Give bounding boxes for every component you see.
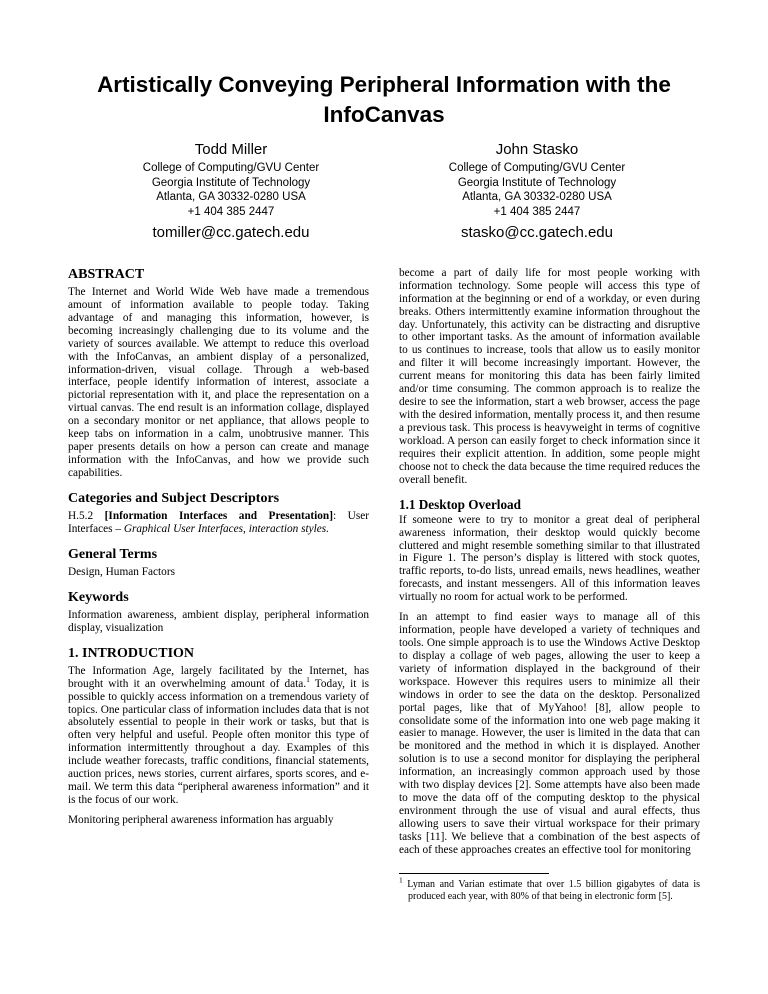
author-affiliation-line: College of Computing/GVU Center: [448, 162, 626, 175]
footnote-block: [399, 873, 700, 903]
abstract-heading: ABSTRACT: [68, 266, 145, 282]
author-email: tomiller@cc.gatech.edu: [152, 223, 310, 241]
intro-text-after-footnote-ref: Today, it is possible to quickly access information on a tremendous variety of topics. One particular class of information includes data that is not absolutely essential to people in their work or tasks, but that is often very helpful and useful. People often monitor this type of information intermittently throughout a day. Examples of this include weather forecasts, traffic conditions, financial statements, auction prices, news stories, current airfares, sports scores, and e-mail. We term this data “peripheral awareness information” and it is the focus of our work.: [68, 677, 369, 806]
general-terms-heading: General Terms: [68, 546, 158, 562]
footnote-content: Lyman and Varian estimate that over 1.5 billion gigabytes of data is produced each year, with 80% of that being in electronic form [5].: [402, 878, 700, 902]
keywords-paragraph: Information awareness, ambient display, peripheral information display, visualization: [68, 608, 369, 634]
author-block-1: [78, 141, 384, 241]
author-affiliation-line: College of Computing/GVU Center: [142, 162, 320, 175]
continued-paragraph: become a part of daily life for most people working with information technology. Some people will access this type of information at the beginning or end of a workday, or even during breaks. Others intermittently examine information throughout the day. Unfortunately, this activity can be distracting and disruptive to other important tasks. As the amount of information available to us continues to increase, tools that allow us to easily monitor and filter it will become increasingly important. However, the current means for monitoring this data has been fairly limited and/or time consuming. The common approach is to realize the desire to see the information, start a web browser, access the page with the desired information, mentally process it, and then resume a previous task. This process is heavyweight in terms of cognitive workload. A person can easily forget to check information since it requires their explicit attention. In addition, some people might choose not to check the data because the time required reduces the overall benefit.: [399, 266, 700, 486]
categories-heading: Categories and Subject Descriptors: [68, 490, 280, 506]
footnote-text: [399, 875, 700, 903]
two-column-body: [68, 267, 700, 903]
ccs-code: H.5.2: [68, 509, 105, 522]
categories-paragraph: [68, 510, 369, 536]
author-email: stasko@cc.gatech.edu: [461, 223, 613, 241]
right-column: [399, 267, 700, 903]
abstract-paragraph: The Internet and World Wide Web have made a tremendous amount of information available to people today. Taking advantage of and managing this information, however, is becoming increasingly challenging due to its volume and the variety of sources available. We attempt to reduce this overload with the InfoCanvas, an ambient display of a personalized, information-driven, visual collage. Through a web-based interface, people identify information of interest, associate a pictorial representation with it, and place the representation on a virtual canvas. The end result is an information collage, displayed on a secondary monitor or net appliance, that allows people to keep tabs on information in a calm, unobtrusive manner. This paper presents details on how a person can create and manage information with the InfoCanvas, and how we provide such capabilities.: [68, 285, 369, 479]
intro-text-before-footnote-ref: The Information Age, largely facilitated by the Internet, has brought with it an overwhelming amount of data.: [68, 664, 369, 690]
author-phone: +1 404 385 2447: [187, 205, 275, 218]
keywords-heading: Keywords: [68, 589, 129, 605]
author-affiliation-line: Georgia Institute of Technology: [457, 176, 617, 189]
author-name: Todd Miller: [194, 141, 268, 159]
desktop-overload-paragraph-1: If someone were to try to monitor a great deal of peripheral awareness information, their desktop would quickly become cluttered and might resemble something similar to that illustrated in Figure 1. The person’s display is littered with stock quotes, traffic reports, to-do lists, unread emails, news headlines, weather forecasts, and instant messengers. All of this information leaves virtually no room for actual work to be performed.: [399, 513, 700, 604]
author-block-2: [384, 141, 690, 241]
ccs-styles: Graphical User Interfaces, interaction styles.: [123, 522, 330, 535]
footnote-marker: 1: [399, 875, 403, 885]
general-terms-paragraph: Design, Human Factors: [68, 565, 175, 578]
footnote-separator-rule: [399, 873, 549, 874]
author-affiliation-line: Georgia Institute of Technology: [151, 176, 311, 189]
desktop-overload-paragraph-2: In an attempt to find easier ways to manage all of this information, people have developed a variety of techniques and tools. One simple approach is to use the Windows Active Desktop to display a collage of web pages, allowing the user to keep a variety of information displayed in the background of their workspace. However this requires users to minimize all their windows in order to see the data on the desktop. Personalized portal pages, like that of MyYahoo! [8], allow people to consolidate some of the information into one web page making it easier to manage. However, the user is limited in the data that can be monitored and the method in which it is displayed. Another solution is to use a second monitor for displaying the peripheral information, an increasingly common approach used by those with two display devices [2]. Some attempts have also been made to move the data off of the computing desktop to the physical environment through the use of visual and aural effects, thus allowing users to save their virtual workspace for their primary tasks [11]. We believe that a combination of the best aspects of each of these approaches creates an effective tool for monitoring: [399, 611, 700, 856]
author-section: [78, 141, 690, 241]
introduction-paragraph-2: Monitoring peripheral awareness information has arguably: [68, 813, 334, 826]
introduction-paragraph-1: [68, 665, 369, 807]
desktop-overload-heading: 1.1 Desktop Overload: [399, 496, 521, 512]
introduction-heading: 1. INTRODUCTION: [68, 645, 195, 661]
author-affiliation-line: Atlanta, GA 30332-0280 USA: [156, 191, 306, 204]
ccs-category: [Information Interfaces and Presentation]: [104, 509, 333, 522]
author-phone: +1 404 385 2447: [493, 205, 581, 218]
author-name: John Stasko: [495, 141, 579, 159]
footnote-reference: 1: [306, 674, 310, 684]
ccs-subject: : User Interfaces –: [68, 509, 369, 535]
left-column: [68, 267, 369, 903]
paper-title: Artistically Conveying Peripheral Information with the InfoCanvas: [97, 72, 671, 127]
author-affiliation-line: Atlanta, GA 30332-0280 USA: [462, 191, 612, 204]
